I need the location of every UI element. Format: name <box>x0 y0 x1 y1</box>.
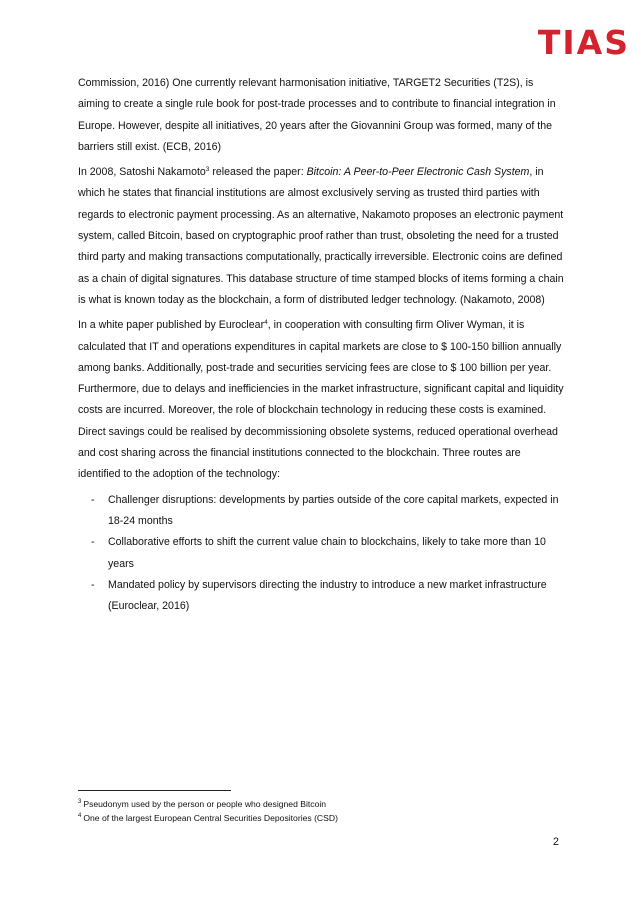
body-text <box>78 73 564 617</box>
footnote-number: 4 <box>78 813 82 819</box>
route-text: Challenger disruptions: developments by parties outside of the core capital markets, expected in 18-24 months <box>108 493 559 527</box>
list-dash: - <box>91 578 95 591</box>
footnote-text: Pseudonym used by the person or people who designed Bitcoin <box>83 799 327 809</box>
list-item <box>78 575 564 618</box>
footnote-separator <box>78 790 231 791</box>
paragraph-nakamoto <box>78 162 564 311</box>
footnote-number: 3 <box>78 799 82 805</box>
footnote-text: One of the largest European Central Securities Depositories (CSD) <box>83 813 338 823</box>
bitcoin-paper-title: Bitcoin: A Peer-to-Peer Electronic Cash System <box>306 166 530 179</box>
footnotes <box>78 797 564 825</box>
list-dash: - <box>91 493 95 506</box>
paragraph-harmonisation: Commission, 2016) One currently relevant harmonisation initiative, TARGET2 Securities (T2S), is aiming to create a single rule book for post-trade processes and to contribute to financial integration in Europe. However, despite all initiatives, 20 years after the Giovannini Group was formed, many of the barriers still exist. (ECB, 2016) <box>78 77 556 153</box>
list-item <box>78 490 564 533</box>
p3-text-before: In a white paper published by Euroclear <box>78 319 265 332</box>
page-number: 2 <box>553 836 559 848</box>
footnote-4 <box>78 811 564 825</box>
p2-text-mid: released the paper: <box>209 166 307 179</box>
footnote-ref-4[interactable]: 4 <box>264 319 268 327</box>
list-item <box>78 532 564 575</box>
route-text: Mandated policy by supervisors directing the industry to introduce a new market infrastructure (Euroclear, 2016) <box>108 578 547 613</box>
footnote-3 <box>78 797 564 811</box>
p2-text-before: In 2008, Satoshi Nakamoto <box>78 166 206 179</box>
paragraph-euroclear <box>78 315 564 485</box>
tias-logo: TIAS <box>537 23 630 62</box>
adoption-routes-list <box>78 490 564 618</box>
p2-text-after: , in which he states that financial institutions are almost exclusively serving as trusted third parties with regards to electronic payment processing. As an alternative, Nakamoto proposes an electronic payment system, called Bitcoin, based on cryptographic proof rather than trust, obsoleting the need for a trusted third party and making transactions computationally, practically irreversible. Electronic coins are defined as a chain of digital signatures. This database structure of time stamped blocks of items forming a chain is what is known today as the blockchain, a form of distributed ledger technology. (Nakamoto, 2008) <box>78 166 564 306</box>
footnote-ref-3[interactable]: 3 <box>205 166 210 174</box>
route-text: Collaborative efforts to shift the current value chain to blockchains, likely to take more than 10 years <box>108 536 546 570</box>
list-dash: - <box>91 536 95 549</box>
p3-text-after: , in cooperation with consulting firm Oliver Wyman, it is calculated that IT and operations expenditures in capital markets are close to $ 100-150 billion annually among banks. Additionally, post-trade and securities servicing fees are close to $ 100 billion per year. Furthermore, due to delays and inefficiencies in the market infrastructure, significant capital and liquidity costs are incurred. Moreover, the role of blockchain technology in reducing these costs is examined. Direct savings could be realised by decommissioning obsolete systems, reduced operational overhead and cost sharing across the financial institutions connected to the blockchain. Three routes are identified to the adoption of the technology: <box>78 319 564 481</box>
